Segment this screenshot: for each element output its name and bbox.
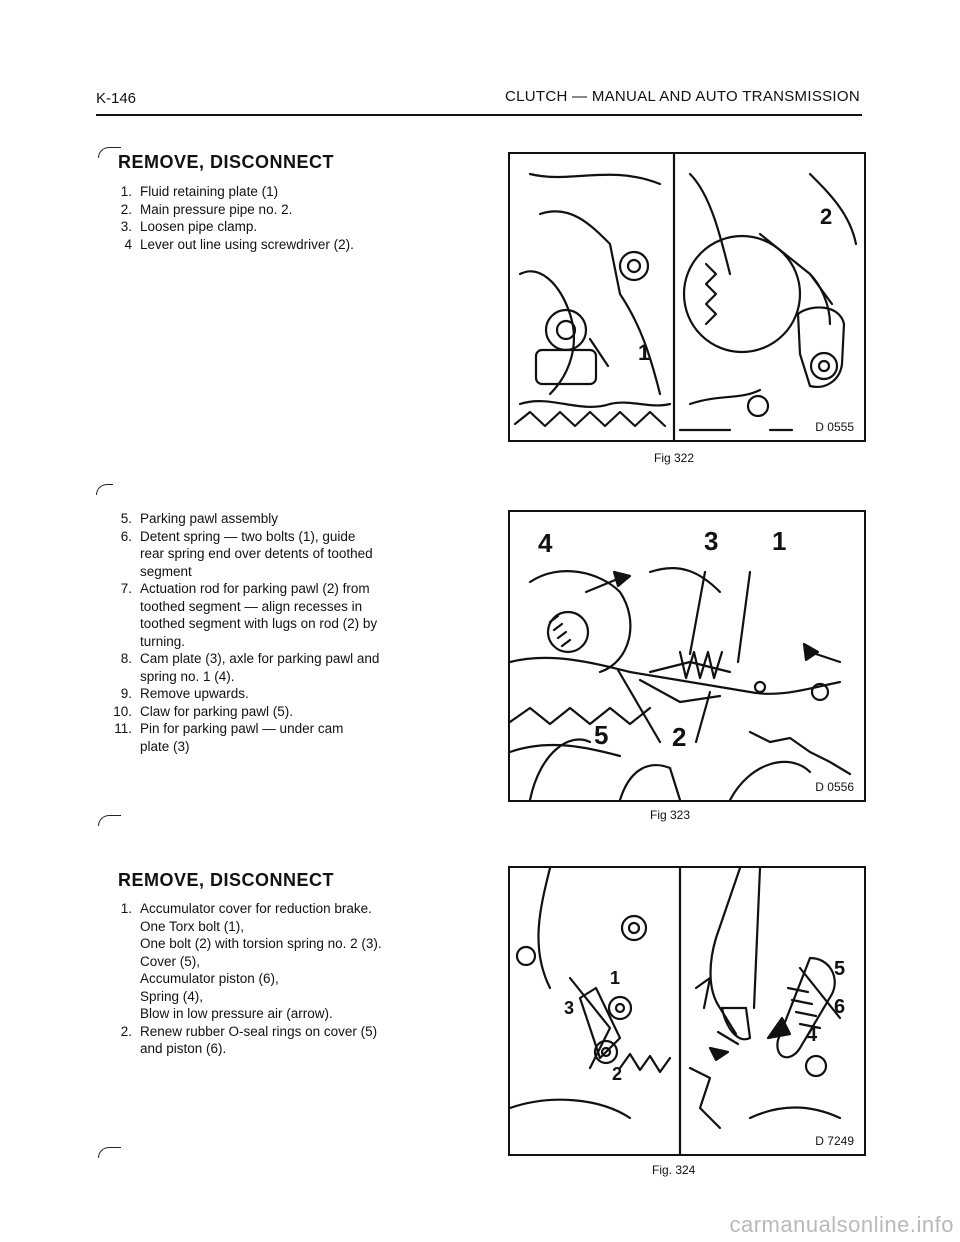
step-line: Spring (4),	[140, 988, 204, 1004]
step-line: Blow in low pressure air (arrow).	[140, 1006, 333, 1021]
step-text	[136, 720, 343, 755]
step-line: turning.	[140, 633, 186, 649]
fig324-caption: Fig. 324	[652, 1163, 696, 1177]
fig324-callout-4: 4	[806, 1024, 818, 1046]
step-text	[136, 1023, 377, 1058]
fig322-reference-code: D 0555	[815, 420, 854, 434]
block3-steps	[112, 900, 462, 1058]
page-header	[96, 88, 862, 116]
step-item	[112, 510, 462, 528]
fig322-callout-1: 1	[638, 340, 651, 365]
step-number: 2.	[120, 201, 132, 217]
step-text	[136, 510, 278, 528]
step-line: Renew rubber O-seal rings on cover (5)	[140, 1023, 378, 1039]
step-line: rear spring end over detents of toothed	[140, 546, 373, 561]
fig322-caption: Fig 322	[654, 451, 695, 465]
step-line: Detent spring — two bolts (1), guide	[140, 528, 356, 544]
step-line: plate (3)	[140, 738, 190, 754]
step-item	[112, 900, 462, 1023]
step-number: 8.	[120, 651, 132, 666]
fig323-caption: Fig 323	[650, 808, 691, 822]
fig323-callout-4: 4	[538, 528, 553, 558]
step-number: 3.	[120, 219, 132, 234]
margin-mark	[96, 484, 113, 495]
block3-title: REMOVE, DISCONNECT	[118, 870, 335, 890]
step-line: Actuation rod for parking pawl (2) from	[140, 581, 370, 596]
step-number: 7.	[120, 581, 132, 596]
step-text	[136, 703, 293, 721]
step-number: 9.	[120, 686, 132, 701]
fig324-reference-code: D 7249	[815, 1134, 854, 1148]
step-line: Remove upwards.	[140, 686, 249, 701]
block2-steps	[112, 510, 462, 755]
step-item	[112, 183, 452, 201]
step-line: One bolt (2) with torsion spring no. 2 (3).	[140, 936, 382, 951]
step-text	[136, 580, 377, 650]
step-number: 2.	[120, 1023, 132, 1039]
step-line: Accumulator piston (6),	[140, 971, 279, 986]
step-item	[112, 650, 462, 685]
step-line: spring no. 1 (4).	[140, 668, 235, 684]
fig324-callout-3: 3	[564, 998, 575, 1018]
page-number: K-146	[96, 90, 137, 107]
step-text	[136, 900, 382, 1023]
fig324-callout-5: 5	[834, 958, 846, 980]
step-text: Loosen pipe clamp.	[140, 219, 258, 234]
step-item	[112, 580, 462, 650]
step-item	[112, 528, 462, 581]
step-line: toothed segment — align recesses in	[140, 598, 363, 614]
figure-324	[508, 866, 866, 1156]
block1-steps	[112, 183, 452, 253]
step-line: Cover (5),	[140, 953, 201, 969]
step-text	[136, 528, 373, 581]
step-item	[112, 218, 452, 236]
step-number: 10.	[113, 703, 132, 719]
step-text	[136, 685, 249, 703]
step-line: Accumulator cover for reduction brake.	[140, 901, 372, 916]
step-item	[112, 685, 462, 703]
step-text: Main pressure pipe no. 2.	[140, 201, 293, 217]
step-number: 5.	[120, 511, 132, 526]
step-number: 11.	[114, 721, 132, 736]
step-text	[136, 650, 379, 685]
step-number: 1.	[120, 901, 132, 916]
step-line: Cam plate (3), axle for parking pawl and	[140, 651, 380, 666]
step-line: Pin for parking pawl — under cam	[140, 721, 344, 736]
figure-322	[508, 152, 866, 442]
figure-323	[508, 510, 866, 802]
step-text: Fluid retaining plate (1)	[140, 184, 279, 199]
step-item	[112, 201, 452, 219]
fig323-drawing	[510, 512, 864, 800]
margin-mark	[98, 1147, 121, 1158]
step-line: Claw for parking pawl (5).	[140, 703, 294, 719]
watermark: carmanualsonline.info	[729, 1212, 954, 1237]
step-number: 6.	[120, 528, 132, 544]
step-line: toothed segment with lugs on rod (2) by	[140, 616, 378, 631]
block1-title: REMOVE, DISCONNECT	[118, 152, 335, 172]
fig324-callout-6: 6	[834, 996, 846, 1018]
fig324-callout-2: 2	[612, 1064, 623, 1084]
fig323-callout-1: 1	[772, 526, 787, 556]
step-line: Parking pawl assembly	[140, 511, 279, 526]
step-line: One Torx bolt (1),	[140, 918, 245, 934]
margin-mark	[98, 815, 121, 826]
fig324-callout-1: 1	[610, 968, 621, 988]
fig322-drawing	[510, 154, 864, 440]
step-text: Lever out line using screwdriver (2).	[140, 236, 354, 252]
fig323-callout-5: 5	[594, 720, 609, 750]
fig323-callout-3: 3	[704, 526, 719, 556]
step-item	[112, 236, 452, 254]
fig323-reference-code: D 0556	[815, 780, 854, 794]
fig322-callout-2: 2	[820, 204, 833, 229]
step-line: and piston (6).	[140, 1041, 227, 1056]
step-number: 1.	[120, 184, 132, 199]
section-title: CLUTCH — MANUAL AND AUTO TRANSMISSION	[504, 88, 860, 105]
step-item	[112, 703, 462, 721]
step-line: segment	[140, 563, 192, 579]
step-item	[112, 720, 462, 755]
step-item	[112, 1023, 462, 1058]
fig323-callout-2: 2	[672, 722, 687, 752]
step-number: 4	[124, 236, 132, 252]
